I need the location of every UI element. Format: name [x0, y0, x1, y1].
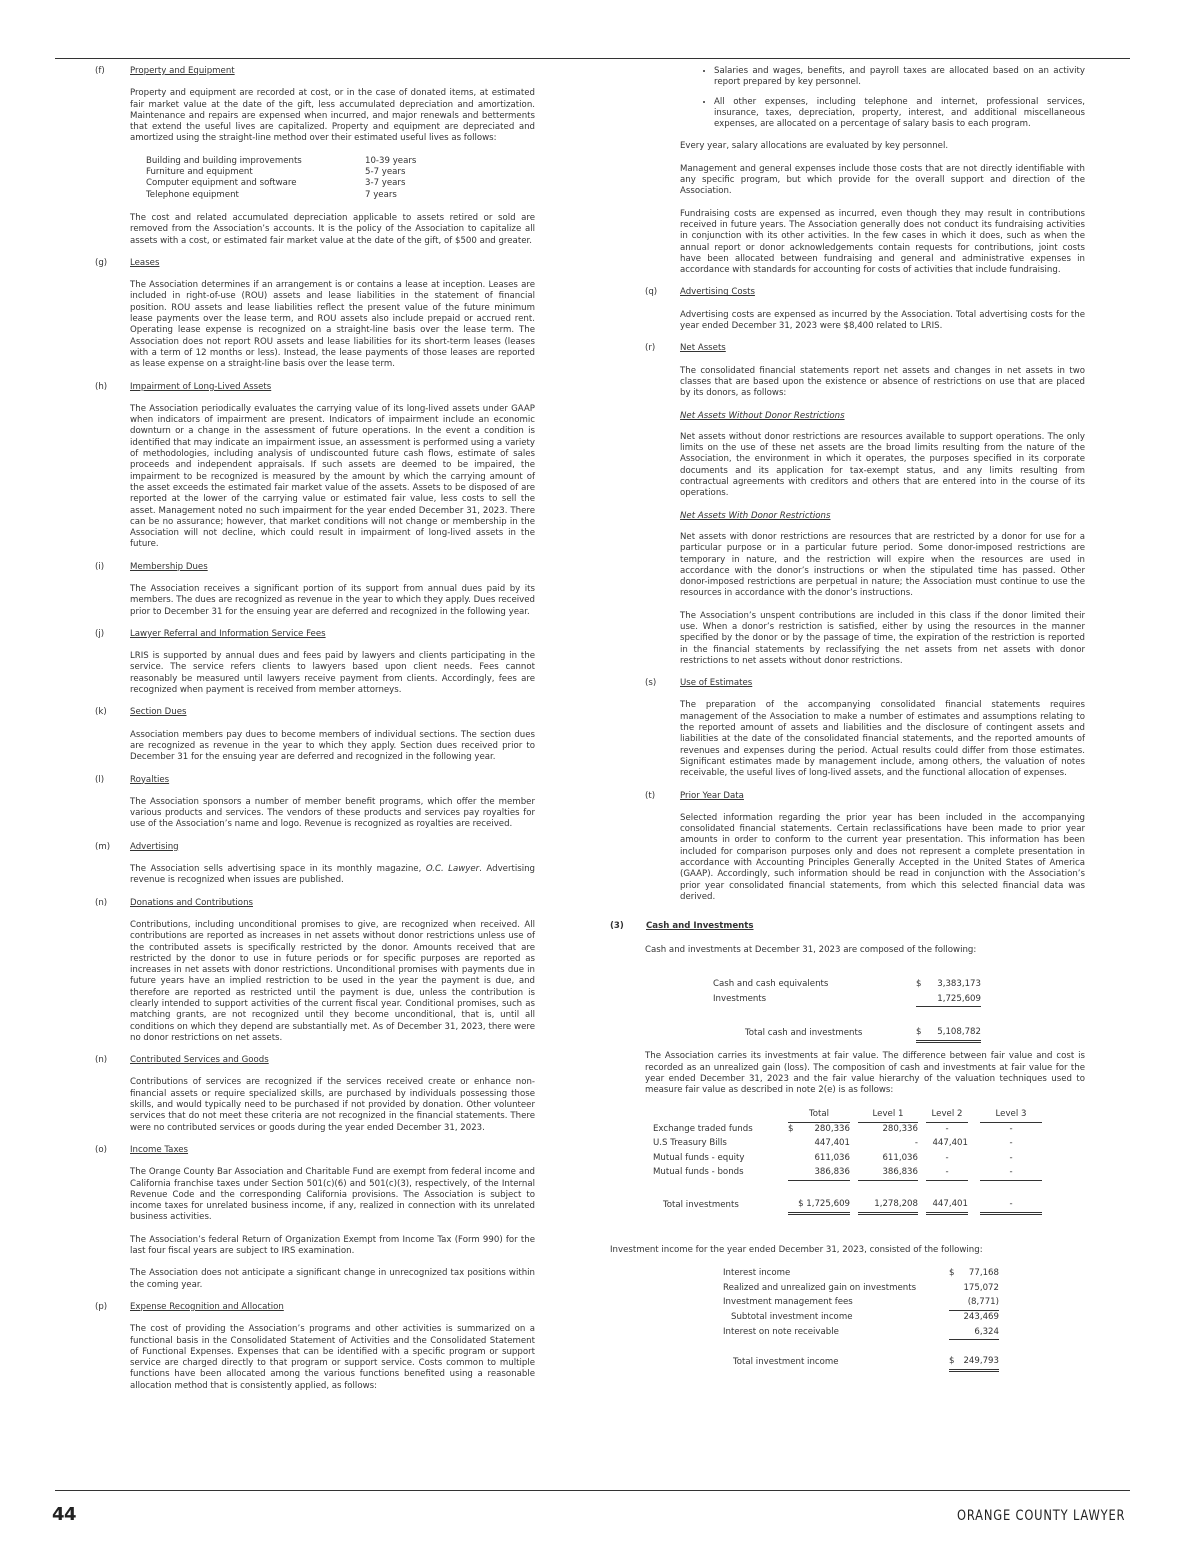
paragraph: Cash and investments at December 31, 2023 are composed of the following:: [645, 944, 977, 955]
paragraph: The Association sponsors a number of member benefit programs, which offer the member various products and services. The vendors of these products and services pay royalties for use of the Association’s name and logo. Revenue is recognized as royalties are received.: [130, 796, 535, 830]
row-label: Subtotal investment income: [731, 1312, 853, 1323]
table-total-row: [723, 1355, 999, 1371]
row-label: Investment management fees: [723, 1297, 853, 1308]
row-value: 3,383,173: [937, 979, 981, 990]
total-value: 249,793: [959, 1355, 999, 1371]
section-letter: (t): [645, 790, 656, 801]
paragraph: Advertising costs are expensed as incurred by the Association. Total advertising costs for the year ended December 31, 2023 were $8,400 related to LRIS.: [680, 309, 1085, 332]
table-row: [653, 1137, 1042, 1151]
asset-life: 5-7 years: [365, 167, 406, 178]
text: The Association sells advertising space in its monthly magazine,: [130, 864, 426, 875]
row-label: Interest on note receivable: [723, 1326, 839, 1337]
section-letter: (n): [95, 897, 108, 908]
paragraph: Contributions, including unconditional promises to give, are recognized when received. All contributions are reported as increases in net assets without donor restrictions unless use of the contributed assets is specifically restricted by the donor. Amounts received that are restricted by the donor to use in future periods or for specific purposes are reported as increases in net assets with donor restrictions. Unconditional promises with payments due in future years have an implied restriction to be used in the year the payment is due, and therefore are reported as restricted until the payment is due, unless the contribution is clearly intended to support activities of the current fiscal year. Conditional promises, such as matching grants, are not recognized until they become unconditional, that is, until all conditions on which they depend are substantially met. As of December 31, 2023, there were no donor restrictions on net assets.: [130, 919, 535, 1043]
asset-name: Computer equipment and software: [146, 178, 297, 189]
section-letter: (r): [645, 343, 656, 354]
row-label: Exchange traded funds: [653, 1123, 753, 1134]
bullet-item: • All other expenses, including telephone and internet, professional services, insurance, taxes, depreciation, property, interest, and additional miscellaneous expenses, are allocated on a percentage of salary basis to each program.: [714, 97, 1085, 131]
section-g: [95, 258, 535, 371]
section-letter: (i): [95, 561, 105, 572]
section-letter: (q): [645, 287, 658, 298]
magazine-name: O.C. Lawyer: [425, 864, 480, 875]
paragraph: The preparation of the accompanying consolidated financial statements requires management of the Association to make a number of estimates and assumptions relating to the reported amount of assets and liabilities and the disclosure of contingent assets and liabilities at the date of the consolidated financial statements, and the reported amounts of revenues and expenses during the period. Actual results could differ from those estimates. Significant estimates made by management include, among others, the valuation of notes receivable, the useful lives of long-lived assets, and the functional allocation of expenses.: [680, 700, 1085, 779]
section-s: [645, 678, 1085, 779]
section-j: [95, 629, 535, 696]
dollar-sign: [949, 1281, 959, 1295]
cell-level-1: 611,036: [882, 1152, 918, 1163]
paragraph: Net assets without donor restrictions are resources available to support operations. The only limits on the use of these net assets are the broad limits resulting from the nature of the Association, the environment in which it operates, the purposes specified in its corporate documents and its application for tax-exempt status, and any limits resulting from contractual agreements with creditors and others that are entered into in the course of its operations.: [680, 431, 1085, 499]
top-rule: [55, 58, 1130, 59]
section-r: [645, 343, 1085, 667]
section-title: Income Taxes: [130, 1144, 189, 1155]
section-3-cash-and-investments: [610, 921, 1085, 1372]
subheading: Net Assets Without Donor Restrictions: [680, 410, 845, 421]
asset-name: Building and building improvements: [146, 155, 302, 166]
cell-level-3: -: [1009, 1124, 1013, 1135]
column-header: Level 1: [858, 1107, 918, 1122]
dollar-sign: $: [916, 1026, 926, 1042]
dollar-sign: [916, 992, 926, 1007]
paragraph: The Association receives a significant portion of its support from annual dues paid by its members. The dues are recognized as revenue in the year to which they apply. Dues received prior to December 31 for the ensuing year are deferred and recognized in the following year.: [130, 583, 535, 617]
total-label: Total investment income: [733, 1357, 839, 1368]
total-value: 5,108,782: [926, 1026, 981, 1042]
useful-life-row: [146, 190, 535, 201]
asset-life: 10-39 years: [365, 155, 417, 166]
section-letter: (o): [95, 1144, 107, 1155]
asset-name: Telephone equipment: [146, 189, 239, 200]
row-label: Interest income: [723, 1268, 791, 1279]
dollar-sign: $: [949, 1268, 955, 1279]
total-label: Total investments: [663, 1199, 739, 1210]
cell-level-1: 386,836: [858, 1166, 918, 1181]
table-row: [713, 992, 981, 1007]
row-value: 243,469: [963, 1312, 999, 1323]
table-row: [653, 1166, 1042, 1181]
section-p: [95, 1302, 535, 1392]
section-title: Donations and Contributions: [130, 897, 253, 908]
total-level-1: 1,278,208: [858, 1197, 918, 1213]
table-row: [653, 1122, 1042, 1137]
row-value: 6,324: [959, 1325, 999, 1340]
fair-value-table: [653, 1107, 1042, 1214]
table-row: [713, 978, 981, 992]
row-label: U.S Treasury Bills: [653, 1138, 727, 1149]
section-title: Membership Dues: [130, 561, 208, 572]
section-title: Net Assets: [680, 343, 726, 354]
cell-total: 611,036: [814, 1152, 850, 1163]
useful-life-row: [146, 167, 535, 178]
section-letter: (m): [95, 841, 111, 852]
asset-name: Furniture and equipment: [146, 167, 253, 178]
cell-level-3: -: [1009, 1152, 1013, 1163]
row-label: Investments: [713, 993, 767, 1004]
column-header: Total: [788, 1107, 850, 1122]
row-label: Mutual funds - equity: [653, 1152, 745, 1163]
column-header: Level 3: [980, 1107, 1042, 1122]
row-value: 1,725,609: [926, 992, 981, 1007]
section-title: Use of Estimates: [680, 678, 753, 689]
cell-level-2: 447,401: [932, 1138, 968, 1149]
bullet-item: • Salaries and wages, benefits, and payroll taxes are allocated based on an activity report prepared by key personnel.: [714, 66, 1085, 89]
cell-level-2: -: [945, 1152, 949, 1163]
dollar-sign: $: [788, 1124, 794, 1135]
section-letter: (k): [95, 707, 107, 718]
section-letter: (j): [95, 628, 105, 639]
cell-level-1: -: [914, 1138, 918, 1149]
paragraph: The Orange County Bar Association and Charitable Fund are exempt from federal income and California franchise taxes under Section 501(c)(6) and 501(c)(3), respectively, of the Internal Revenue Code and the corresponding California provisions. The Association is subject to income taxes for unrelated business income, if any, realized in connection with its unrelated business activities.: [130, 1167, 535, 1223]
paragraph: Net assets with donor restrictions are resources that are restricted by a donor for use for a particular purpose or in a particular future period. Some donor-imposed restrictions are temporary in nature, and the restriction will expire when the resources are used in accordance with the donor’s instructions or when the stipulated time has passed. Other donor-imposed restrictions are perpetual in nature; the Association must continue to use the resources in accordance with the donor’s instructions.: [680, 531, 1085, 599]
cell-level-3: -: [980, 1166, 1042, 1181]
paragraph: Investment income for the year ended December 31, 2023, consisted of the following:: [610, 1244, 983, 1255]
dollar-sign: [949, 1325, 959, 1340]
total-value: $ 1,725,609: [788, 1197, 850, 1213]
section-q: [645, 287, 1085, 332]
dollar-sign: [949, 1296, 959, 1311]
cell-level-2: -: [926, 1166, 968, 1181]
paragraph: Selected information regarding the prior year has been included in the accompanying consolidated financial statements. Certain reclassifications have been made to prior year amounts in order to conform to the current year presentation. This information has been included for comparison purposes only and does not represent a complete presentation in accordance with Accounting Principles Generally Accepted in the United States of America (GAAP). Accordingly, such information should be read in conjunction with the Association’s prior year consolidated financial statements, from which this selected financial data was derived.: [680, 812, 1085, 902]
paragraph: Association members pay dues to become members of individual sections. The section dues are recognized as revenue in the year to which they apply. Section dues received prior to December 31 for the ensuing year are deferred and recognized in the following year.: [130, 729, 535, 763]
paragraph: The Association’s unspent contributions are included in this class if the donor limited their use. When a donor’s restriction is satisfied, either by using the resources in the manner specified by the donor or by the passage of time, the expiration of the restriction is reported in the financial statements by reclassifying the net assets from net assets with donor restrictions to net assets without donor restrictions.: [680, 610, 1085, 666]
section-title: Royalties: [130, 774, 170, 785]
row-label: Mutual funds - bonds: [653, 1167, 744, 1178]
asset-life: 7 years: [365, 189, 397, 200]
section-title: Advertising: [130, 841, 179, 852]
column-header: Level 2: [926, 1107, 968, 1122]
cell-total: 447,401: [814, 1138, 850, 1149]
cell-level-1: 280,336: [882, 1124, 918, 1135]
paragraph: Management and general expenses include those costs that are not directly identifiable with any specific program, but which provide for the overall support and direction of the Association.: [680, 163, 1085, 197]
section-title: Property and Equipment: [130, 66, 235, 76]
row-value: (8,771): [959, 1296, 999, 1311]
cell-total: 386,836: [796, 1166, 850, 1181]
dollar-sign: $: [916, 979, 922, 990]
right-column: [610, 66, 1085, 1372]
dollar-sign: [788, 1151, 796, 1165]
table-row: [723, 1281, 999, 1295]
table-total-row: [653, 1197, 1042, 1213]
cell-level-2: -: [945, 1124, 949, 1135]
section-i: [95, 562, 535, 618]
section-m: [95, 842, 535, 887]
section-title: Impairment of Long-Lived Assets: [130, 381, 272, 392]
allocation-bullets: [680, 66, 1085, 130]
section-title: Section Dues: [130, 707, 187, 718]
table-row: [723, 1325, 999, 1340]
row-value: 175,072: [963, 1282, 999, 1293]
row-label: Realized and unrealized gain on investments: [723, 1282, 917, 1293]
useful-life-row: [146, 178, 535, 189]
asset-life: 3-7 years: [365, 178, 406, 189]
section-t: [645, 791, 1085, 904]
paragraph: [130, 864, 535, 887]
investment-income-table: [723, 1267, 999, 1372]
cash-table: [713, 978, 981, 1043]
bottom-rule: [55, 1490, 1130, 1491]
table-row: [723, 1296, 999, 1311]
section-number: (3): [610, 921, 624, 932]
section-f: [95, 66, 535, 247]
text: . Advertising revenue is recognized when issues are published.: [130, 864, 535, 886]
total-level-2: 447,401: [926, 1197, 968, 1213]
section-title: Prior Year Data: [680, 790, 744, 801]
paragraph: The cost of providing the Association’s programs and other activities is summarized on a functional basis in the Consolidated Statement of Activities and the Consolidated Statement of Functional Expenses. Expenses that can be identified with a specific program or support service are charged directly to that program or support service. Costs common to multiple functions have been allocated among the various functions benefited using a reasonable allocation method that is consistently applied, as follows:: [130, 1324, 535, 1391]
paragraph: The cost and related accumulated depreciation applicable to assets retired or sold are removed from the Association’s accounts. It is the policy of the Association to capitalize all assets with a cost, or estimated fair market value at the date of the gift, of $500 and greater.: [130, 212, 535, 246]
paragraph: Contributions of services are recognized if the services received create or enhance non-financial assets or require specialized skills, are purchased by individuals possessing those skills, and would typically need to be purchased if not provided by donation. Other volunteer services that do not meet these criteria are not recognized in the financial statements. There were no contributed services or goods during the year ended December 31, 2023.: [130, 1077, 535, 1133]
section-letter: (f): [95, 66, 105, 76]
useful-life-row: [146, 156, 535, 167]
section-letter: (g): [95, 257, 108, 268]
section-letter: (p): [95, 1301, 108, 1312]
useful-lives-table: [146, 156, 535, 201]
section-n-contributed: [95, 1055, 535, 1134]
paragraph: The Association’s federal Return of Organization Exempt from Income Tax (Form 990) for the last four fiscal years are subject to IRS examination.: [130, 1234, 535, 1257]
table-row: [723, 1267, 999, 1281]
cell-total: 280,336: [814, 1124, 850, 1135]
paragraph: Fundraising costs are expensed as incurred, even though they may result in contributions received in future years. The Association generally does not conduct its fundraising activities in conjunction with its other activities. In the few cases in which it does, such as when the annual report or donor acknowledgements contain requests for contributions, joint costs have been allocated between fundraising and general and administrative expenses in accordance with standards for accounting for costs of activities that include fundraising.: [680, 208, 1085, 276]
section-title: Advertising Costs: [680, 287, 755, 298]
paragraph: The consolidated financial statements report net assets and changes in net assets in two classes that are based upon the existence or absence of restrictions on use that are placed by its donors, as follows:: [680, 365, 1085, 399]
dollar-sign: $: [949, 1355, 959, 1371]
paragraph: The Association does not anticipate a significant change in unrecognized tax positions within the coming year.: [130, 1268, 535, 1290]
section-o: [95, 1145, 535, 1291]
section-title: Contributed Services and Goods: [130, 1055, 269, 1066]
section-letter: (n): [95, 1055, 108, 1066]
table-row: [653, 1151, 1042, 1165]
total-level-3: -: [980, 1197, 1042, 1213]
dollar-sign: [788, 1137, 796, 1151]
page-number: 44: [52, 1504, 77, 1525]
section-letter: (s): [645, 678, 657, 689]
table-header-row: [653, 1107, 1042, 1122]
section-title: Leases: [130, 257, 160, 268]
row-value: 77,168: [968, 1268, 999, 1279]
left-column: [95, 66, 535, 1403]
section-h: [95, 382, 535, 551]
row-label: Cash and cash equivalents: [713, 979, 829, 990]
paragraph: Property and equipment are recorded at cost, or in the case of donated items, at estimated fair market value at the date of the gift, less accumulated depreciation and amortization. Maintenance and repairs are expensed when incurred, and major renewals and betterments that extend the useful lives are capitalized. Property and equipment are depreciated and amortized using the straight-line method over their estimated useful lives as follows:: [130, 88, 535, 144]
paragraph: The Association determines if an arrangement is or contains a lease at inception. Leases are included in right-of-use (ROU) assets and lease liabilities in the statement of financial position. ROU assets and lease liabilities reflect the present value of the future minimum lease payments over the lease term, and ROU assets also include prepaid or accrued rent. Operating lease expense is recognized on a straight-line basis over the lease term. The Association does not report ROU assets and lease liabilities for its short-term leases (leases with a term of 12 months or less). Instead, the lease payments of those leases are reported as lease expense on a straight-line basis over the lease term.: [130, 280, 535, 370]
table-row: [723, 1310, 999, 1325]
paragraph: Every year, salary allocations are evaluated by key personnel.: [680, 141, 949, 152]
section-letter: (l): [95, 774, 105, 785]
section-k: [95, 707, 535, 763]
section-title: Lawyer Referral and Information Service Fees: [130, 628, 326, 639]
section-title: Cash and Investments: [646, 921, 754, 932]
publication-name: ORANGE COUNTY LAWYER: [956, 1508, 1125, 1524]
section-letter: (h): [95, 381, 108, 392]
section-title: Expense Recognition and Allocation: [130, 1301, 284, 1312]
total-label: Total cash and investments: [745, 1028, 863, 1039]
section-l: [95, 775, 535, 831]
dollar-sign: [788, 1166, 796, 1181]
table-total-row: [713, 1026, 981, 1042]
paragraph: The Association carries its investments at fair value. The difference between fair value and cost is recorded as an unrealized gain (loss). The composition of cash and investments at fair value for the year ended December 31, 2023 and the fair value hierarchy of the valuation techniques used to measure fair value as described in note 2(e) is as follows:: [645, 1051, 1085, 1096]
dollar-sign: [949, 1310, 959, 1325]
cell-level-3: -: [1009, 1138, 1013, 1149]
paragraph: The Association periodically evaluates the carrying value of its long-lived assets under GAAP when indicators of impairment are present. Indicators of impairment include an economic downturn or a change in the assessment of future operations. In the event a condition is identified that may indicate an impairment issue, an assessment is performed using a variety of methodologies, including analysis of undiscounted future cash flows, estimate of sales proceeds and independent appraisals. If such assets are deemed to be impaired, the impairment to be recognized is measured by the amount by which the carrying amount of the asset exceeds the estimated fair market value of the assets. Assets to be disposed of are reported at the lower of the carrying value or estimated fair value, less costs to sell the asset. Management noted no such impairment for the year ended December 31, 2023. There can be no assurance; however, that market conditions will not change or membership in the Association will not decline, which could result in impairment of long-lived assets in the future.: [130, 403, 535, 550]
paragraph: LRIS is supported by annual dues and fees paid by lawyers and clients participating in the service. The service refers clients to lawyers based upon client needs. Fees cannot reasonably be measured until lawyers receive payment from clients. Accordingly, fees are recognized when payment is received from member attorneys.: [130, 651, 535, 696]
section-n-donations: [95, 898, 535, 1045]
subheading: Net Assets With Donor Restrictions: [680, 510, 831, 521]
